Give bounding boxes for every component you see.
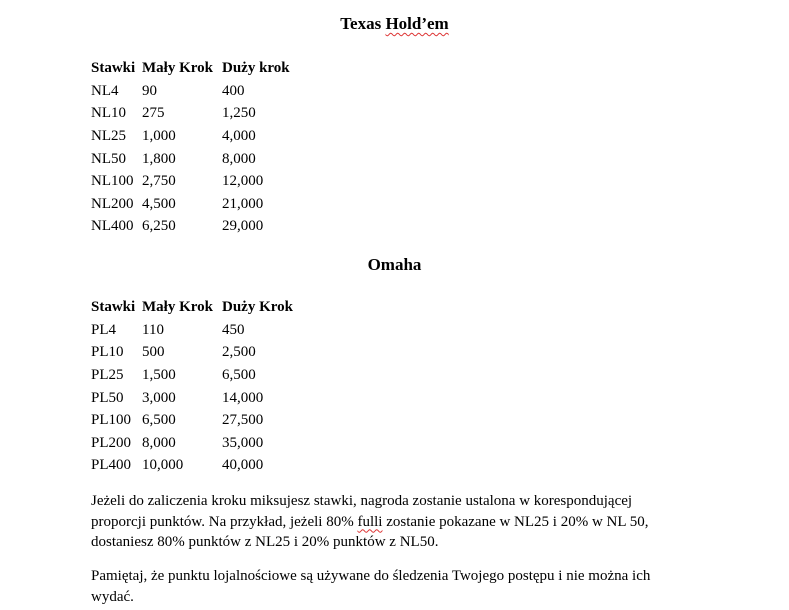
- paragraph-line: dostaniesz 80% punktów z NL25 i 20% punktów z NL50.: [91, 534, 439, 550]
- paragraph-line: Jeżeli do zaliczenia kroku miksujesz stawki, nagroda zostanie ustalona w korespondującej: [91, 493, 633, 509]
- table-header-row: [91, 57, 312, 80]
- cell-small-step: 500: [142, 344, 165, 361]
- cell-big-step: 1,250: [222, 105, 256, 122]
- loyalty-points-paragraph: [91, 566, 721, 607]
- header-small-step: Mały Krok: [142, 299, 213, 316]
- table-row: [91, 215, 312, 238]
- cell-stakes: NL4: [91, 82, 119, 99]
- cell-small-step: 8,000: [142, 434, 176, 451]
- cell-stakes: PL25: [91, 367, 124, 384]
- cell-small-step: 2,750: [142, 173, 176, 190]
- mixed-stakes-paragraph: [91, 491, 721, 553]
- header-big-step: Duży krok: [222, 60, 290, 77]
- header-stakes: Stawki: [91, 299, 136, 316]
- cell-big-step: 29,000: [222, 218, 264, 235]
- cell-small-step: 1,500: [142, 367, 176, 384]
- header-small-step: Mały Krok: [142, 60, 213, 77]
- texas-title-prefix: Texas: [340, 14, 386, 33]
- cell-small-step: 4,500: [142, 195, 176, 212]
- table-row: [91, 125, 312, 148]
- cell-big-step: 12,000: [222, 173, 264, 190]
- cell-big-step: 8,000: [222, 150, 256, 167]
- cell-small-step: 6,250: [142, 218, 176, 235]
- omaha-table: [91, 296, 312, 477]
- table-row: [91, 409, 312, 432]
- cell-stakes: PL4: [91, 321, 117, 338]
- texas-holdem-table: [91, 57, 312, 238]
- table-row: [91, 147, 312, 170]
- cell-small-step: 6,500: [142, 412, 176, 429]
- texas-holdem-title: [0, 14, 789, 34]
- cell-stakes: NL25: [91, 128, 126, 145]
- table-row: [91, 386, 312, 409]
- table-row: [91, 341, 312, 364]
- cell-stakes: NL50: [91, 150, 126, 167]
- paragraph-line: Pamiętaj, że punktu lojalnościowe są używane do śledzenia Twojego postępu i nie można ich: [91, 568, 651, 584]
- cell-small-step: 10,000: [142, 457, 184, 474]
- header-big-step: Duży Krok: [222, 299, 293, 316]
- cell-big-step: 21,000: [222, 195, 264, 212]
- cell-big-step: 4,000: [222, 128, 256, 145]
- table-row: [91, 80, 312, 103]
- cell-stakes: NL200: [91, 195, 134, 212]
- header-stakes: Stawki: [91, 60, 136, 77]
- cell-stakes: NL10: [91, 105, 126, 122]
- cell-big-step: 450: [222, 321, 245, 338]
- table-header-row: [91, 296, 312, 319]
- cell-small-step: 90: [142, 82, 157, 99]
- cell-stakes: PL200: [91, 434, 132, 451]
- cell-big-step: 6,500: [222, 367, 256, 384]
- cell-big-step: 14,000: [222, 389, 264, 406]
- texas-title-holdem: Hold’em: [385, 14, 449, 33]
- paragraph-line: wydać.: [91, 588, 134, 605]
- cell-small-step: 3,000: [142, 389, 176, 406]
- table-row: [91, 364, 312, 387]
- cell-small-step: 1,000: [142, 128, 176, 145]
- paragraph-flagged-word: fulli: [357, 513, 383, 530]
- cell-stakes: NL400: [91, 218, 134, 235]
- cell-stakes: PL10: [91, 344, 124, 361]
- cell-big-step: 40,000: [222, 457, 264, 474]
- table-row: [91, 193, 312, 216]
- cell-big-step: 35,000: [222, 434, 264, 451]
- table-row: [91, 454, 312, 477]
- cell-stakes: NL100: [91, 173, 134, 190]
- cell-big-step: 27,500: [222, 412, 264, 429]
- table-row: [91, 102, 312, 125]
- paragraph-line: proporcji punktów. Na przykład, jeżeli 80%: [91, 513, 358, 530]
- paragraph-line: zostanie pokazane w NL25 i 20% w NL 50,: [382, 513, 649, 530]
- omaha-title: Omaha: [367, 255, 422, 274]
- cell-big-step: 2,500: [222, 344, 256, 361]
- cell-small-step: 110: [142, 321, 164, 338]
- cell-stakes: PL100: [91, 412, 132, 429]
- cell-stakes: PL400: [91, 457, 132, 474]
- cell-big-step: 400: [222, 82, 245, 99]
- cell-small-step: 1,800: [142, 150, 176, 167]
- cell-stakes: PL50: [91, 389, 124, 406]
- table-row: [91, 170, 312, 193]
- table-row: [91, 319, 312, 342]
- table-row: [91, 432, 312, 455]
- cell-small-step: 275: [142, 105, 165, 122]
